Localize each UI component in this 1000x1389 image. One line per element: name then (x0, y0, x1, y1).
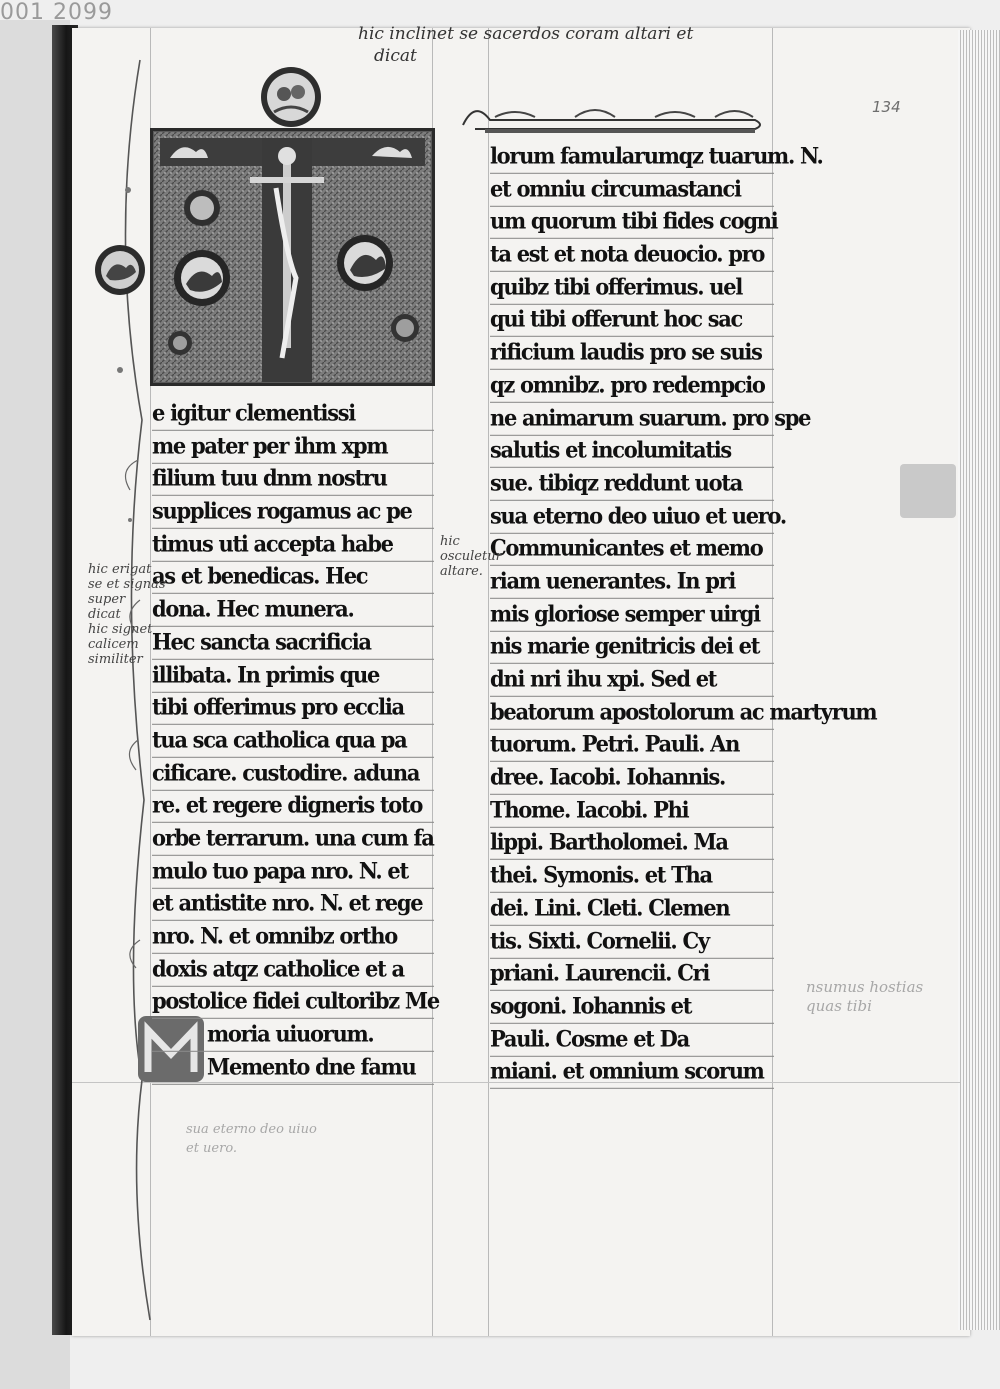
parchment-stain (900, 464, 956, 518)
text-line: illibata. In primis que (152, 658, 434, 692)
medallion-heads-icon (256, 62, 326, 132)
text-line: ne animarum suarum. pro spe (490, 401, 774, 435)
text-line: re. et regere digneris toto (152, 788, 434, 822)
text-line: sua eterno deo uiuo et uero. (490, 499, 774, 533)
text-line: postolice fidei cultoribz Me (152, 985, 434, 1019)
text-line: miani. et omnium scorum (490, 1054, 774, 1088)
text-line: um quorum tibi fides cogni (490, 205, 774, 239)
left-text-column (152, 397, 439, 1083)
text-line: priani. Laurencii. Cri (490, 956, 774, 990)
margin-line: hic erigat (88, 562, 152, 577)
margin-line: altare. (440, 564, 483, 579)
faint-line: sua eterno deo uiuo (186, 1122, 317, 1137)
page-fore-edge (958, 30, 1000, 1330)
text-line: qz omnibz. pro redempcio (490, 368, 774, 402)
pen-flourish-border (80, 40, 160, 1340)
show-through-text (186, 1120, 317, 1158)
text-line: Pauli. Cosme et Da (490, 1022, 774, 1056)
text-line: sogoni. Iohannis et (490, 989, 774, 1023)
text-line: cificare. custodire. aduna (152, 756, 434, 790)
margin-line: hic signet (88, 622, 153, 637)
text-line: tuorum. Petri. Pauli. An (490, 728, 774, 762)
text-line: mulo tuo papa nro. N. et (152, 854, 434, 888)
reference-number: 001 2099 (0, 0, 113, 25)
text-line: Hec sancta sacrificia (152, 625, 434, 659)
text-line: supplices rogamus ac pe (152, 494, 434, 528)
text-line: qui tibi offerunt hoc sac (490, 303, 774, 337)
margin-line: osculetur (440, 549, 502, 564)
text-line: doxis atqz catholice et a (152, 952, 434, 986)
text-line: timus uti accepta habe (152, 527, 434, 561)
margin-note-middle (440, 534, 502, 579)
margin-line: dicat (88, 607, 121, 622)
margin-line: super (88, 592, 126, 607)
show-through-text (806, 978, 923, 1016)
text-line: et omniu circumastanci (490, 172, 774, 206)
text-line: tibi offerimus pro ecclia (152, 690, 434, 724)
text-line: quibz tibi offerimus. uel (490, 270, 774, 304)
text-line: orbe terrarum. una cum fa (152, 821, 434, 855)
folio-number: 134 (872, 98, 901, 116)
text-line: Communicantes et memo (490, 531, 774, 565)
faint-line: quas tibi (806, 997, 872, 1015)
text-line: dni nri ihu xpi. Sed et (490, 662, 774, 696)
text-line: dona. Hec munera. (152, 592, 434, 626)
margin-line: similiter (88, 652, 143, 667)
faint-line: nsumus hostias (806, 978, 924, 996)
margin-line: se et signas (88, 577, 166, 592)
text-line: filium tuu dnm nostru (152, 462, 434, 496)
text-line: e igitur clementissi (152, 396, 434, 430)
margin-note-left (88, 562, 166, 667)
text-line: nis marie genitricis dei et (490, 629, 774, 663)
text-line: Memento dne famu (152, 1050, 434, 1084)
rubric-line: hic inclinet se sacerdos coram altari et (358, 24, 694, 44)
text-line: dree. Iacobi. Iohannis. (490, 760, 774, 794)
text-line: tua sca catholica qua pa (152, 723, 434, 757)
historiated-initial-icon (150, 128, 435, 386)
text-line: ta est et nota deuocio. pro (490, 237, 774, 271)
rubric (358, 23, 778, 67)
text-line: as et benedicas. Hec (152, 560, 434, 594)
text-line: sue. tibiqz reddunt uota (490, 466, 774, 500)
text-line: lippi. Bartholomei. Ma (490, 826, 774, 860)
text-line: rificium laudis pro se suis (490, 335, 774, 369)
text-line: salutis et incolumitatis (490, 433, 774, 467)
margin-line: hic (440, 534, 460, 549)
ruling-line (488, 28, 489, 1336)
text-line: beatorum apostolorum ac martyrum (490, 695, 774, 729)
faint-line: et uero. (186, 1141, 238, 1156)
text-line: et antistite nro. N. et rege (152, 886, 434, 920)
text-line: thei. Symonis. et Tha (490, 858, 774, 892)
text-line: dei. Lini. Cleti. Clemen (490, 891, 774, 925)
rubric-line: dicat (374, 46, 417, 66)
text-line: moria uiuorum. (152, 1017, 434, 1051)
text-line: riam uenerantes. In pri (490, 564, 774, 598)
margin-line: calicem (88, 637, 139, 652)
text-line: mis gloriose semper uirgi (490, 597, 774, 631)
text-line: tis. Sixti. Cornelii. Cy (490, 924, 774, 958)
text-line: Thome. Iacobi. Phi (490, 793, 774, 827)
medallion-beast-icon (92, 242, 148, 298)
text-line: nro. N. et omnibz ortho (152, 919, 434, 953)
text-line: lorum famularumqz tuarum. N. (490, 139, 774, 173)
pen-flourish-border (455, 95, 775, 140)
text-line: me pater per ihm xpm (152, 429, 434, 463)
